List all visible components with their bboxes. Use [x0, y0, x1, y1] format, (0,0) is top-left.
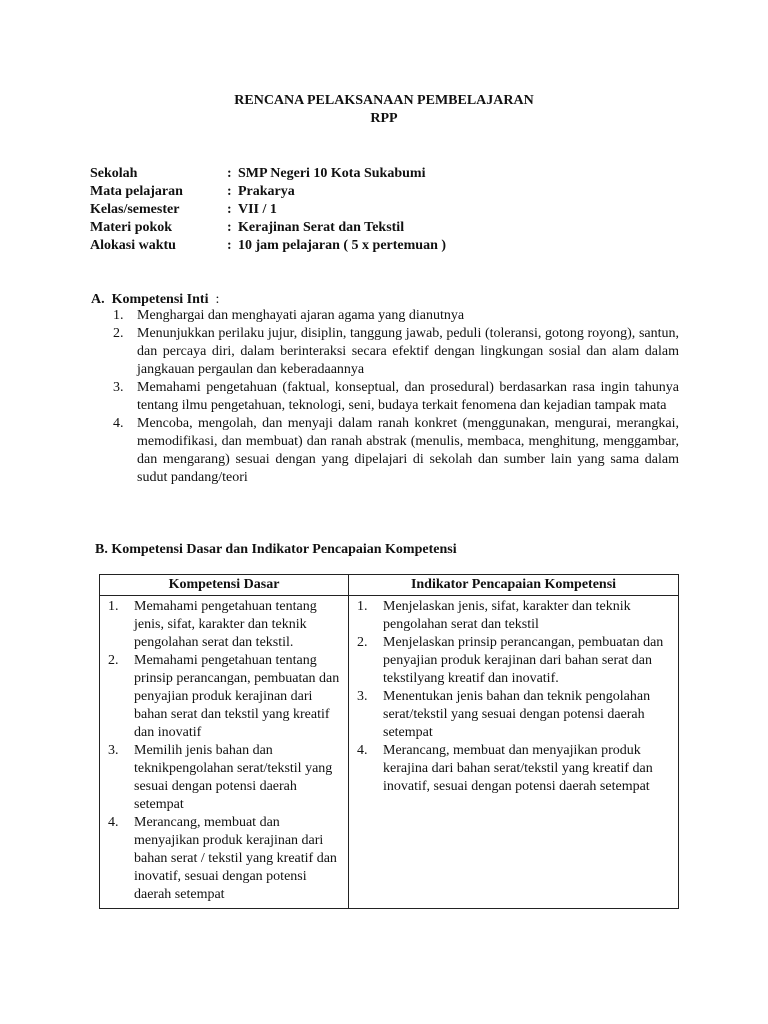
kd-item	[104, 652, 344, 742]
ipk-item-text: Menjelaskan prinsip perancangan, pembuatan dan penyajian produk kerajinan dari bahan serat dan tekstilyang kreatif dan inovatif.	[383, 635, 664, 686]
document-title: RENCANA PELAKSANAAN PEMBELAJARAN	[234, 93, 534, 108]
list-item-text: Mencoba, mengolah, dan menyaji dalam ranah konkret (menggunakan, mengurai, merangkai, memodifikasi, dan membuat) dan ranah abstrak (menulis, membaca, menghitung, menggambar, dan mengarang) sesuai dengan yang dipelajari di sekolah dan sumber lain yang sama dalam sudut pandang/teori	[137, 416, 679, 485]
section-a-letter: A.	[91, 292, 105, 307]
table-row	[100, 596, 679, 909]
info-label: Alokasi waktu	[90, 238, 176, 253]
ipk-cell	[349, 596, 679, 909]
kd-item-text: Memahami pengetahuan tentang prinsip perancangan, pembuatan dan penyajian produk kerajinan dari bahan serat dan tekstil yang kreatif dan inovatif	[134, 653, 340, 740]
info-block	[90, 165, 446, 255]
ipk-item-text: Menentukan jenis bahan dan teknik pengolahan serat/tekstil yang sesuai dengan potensi daerah setempat	[383, 689, 651, 740]
info-colon: :	[227, 202, 232, 217]
table-header-kd: Kompetensi Dasar	[100, 575, 349, 596]
kd-item	[104, 598, 344, 652]
info-value: VII / 1	[238, 202, 277, 217]
info-row-alokasi-waktu	[90, 237, 446, 255]
ipk-item	[353, 634, 674, 688]
kd-item-text: Memilih jenis bahan dan teknikpengolahan serat/tekstil yang sesuai dengan potensi daerah setempat	[134, 743, 333, 812]
ipk-item-number: 2.	[357, 635, 368, 650]
info-value: 10 jam pelajaran ( 5 x pertemuan )	[238, 238, 447, 253]
list-item-number: 3.	[113, 380, 124, 395]
info-row-mata-pelajaran	[90, 183, 446, 201]
list-item-number: 2.	[113, 326, 124, 341]
ipk-item	[353, 742, 674, 796]
table-header-ipk: Indikator Pencapaian Kompetensi	[349, 575, 679, 596]
table-header-row	[100, 575, 679, 596]
section-a-colon: :	[215, 292, 220, 307]
kd-item-number: 1.	[108, 599, 119, 614]
ipk-item-text: Merancang, membuat dan menyajikan produk kerajina dari bahan serat/tekstil yang kreatif dan inovatif, sesuai dengan potensi daerah setempat	[383, 743, 653, 794]
info-label: Sekolah	[90, 166, 138, 181]
kompetensi-inti-list	[113, 307, 679, 487]
ipk-item-number: 4.	[357, 743, 368, 758]
info-colon: :	[227, 220, 232, 235]
info-colon: :	[227, 166, 232, 181]
list-item-text: Menghargai dan menghayati ajaran agama yang dianutnya	[137, 308, 465, 323]
info-row-sekolah	[90, 165, 446, 183]
document-subtitle: RPP	[370, 111, 398, 126]
list-item	[113, 379, 679, 415]
kd-item-number: 3.	[108, 743, 119, 758]
section-a-title: Kompetensi Inti	[111, 292, 209, 307]
ipk-item-number: 3.	[357, 689, 368, 704]
info-label: Kelas/semester	[90, 202, 180, 217]
info-colon: :	[227, 184, 232, 199]
info-label: Materi pokok	[90, 220, 173, 235]
kd-item	[104, 742, 344, 814]
kd-item-text: Memahami pengetahuan tentang jenis, sifat, karakter dan teknik pengolahan serat dan tekstil.	[134, 599, 317, 650]
list-item	[113, 415, 679, 487]
info-value: Kerajinan Serat dan Tekstil	[238, 220, 405, 235]
kd-item-text: Merancang, membuat dan menyajikan produk kerajinan dari bahan serat / tekstil yang kreatif dan inovatif, sesuai dengan potensi daerah setempat	[134, 815, 337, 902]
kd-item	[104, 814, 344, 904]
ipk-item	[353, 598, 674, 634]
kd-cell	[100, 596, 349, 909]
info-value: SMP Negeri 10 Kota Sukabumi	[238, 166, 426, 181]
info-row-kelas-semester	[90, 201, 446, 219]
list-item-number: 1.	[113, 308, 124, 323]
kd-item-number: 4.	[108, 815, 119, 830]
list-item-text: Memahami pengetahuan (faktual, konseptual, dan prosedural) berdasarkan rasa ingin tahunya tentang ilmu pengetahuan, teknologi, seni, budaya terkait fenomena dan kejadian tampak mata	[137, 380, 679, 413]
ipk-item-number: 1.	[357, 599, 368, 614]
kd-item-number: 2.	[108, 653, 119, 668]
list-item	[113, 325, 679, 379]
info-value: Prakarya	[238, 184, 295, 199]
competency-table	[99, 574, 679, 909]
info-colon: :	[227, 238, 232, 253]
ipk-item	[353, 688, 674, 742]
section-b-heading: B. Kompetensi Dasar dan Indikator Pencapaian Kompetensi	[95, 542, 457, 557]
info-row-materi-pokok	[90, 219, 446, 237]
ipk-item-text: Menjelaskan jenis, sifat, karakter dan teknik pengolahan serat dan tekstil	[383, 599, 631, 632]
list-item-text: Menunjukkan perilaku jujur, disiplin, tanggung jawab, peduli (toleransi, gotong royong), santun, dan percaya diri, dalam berinteraksi secara efektif dengan lingkungan sosial dan alam dalam jangkauan pergaulan dan keberadaannya	[137, 326, 679, 377]
info-label: Mata pelajaran	[90, 184, 183, 199]
list-item-number: 4.	[113, 416, 124, 431]
list-item	[113, 307, 679, 325]
